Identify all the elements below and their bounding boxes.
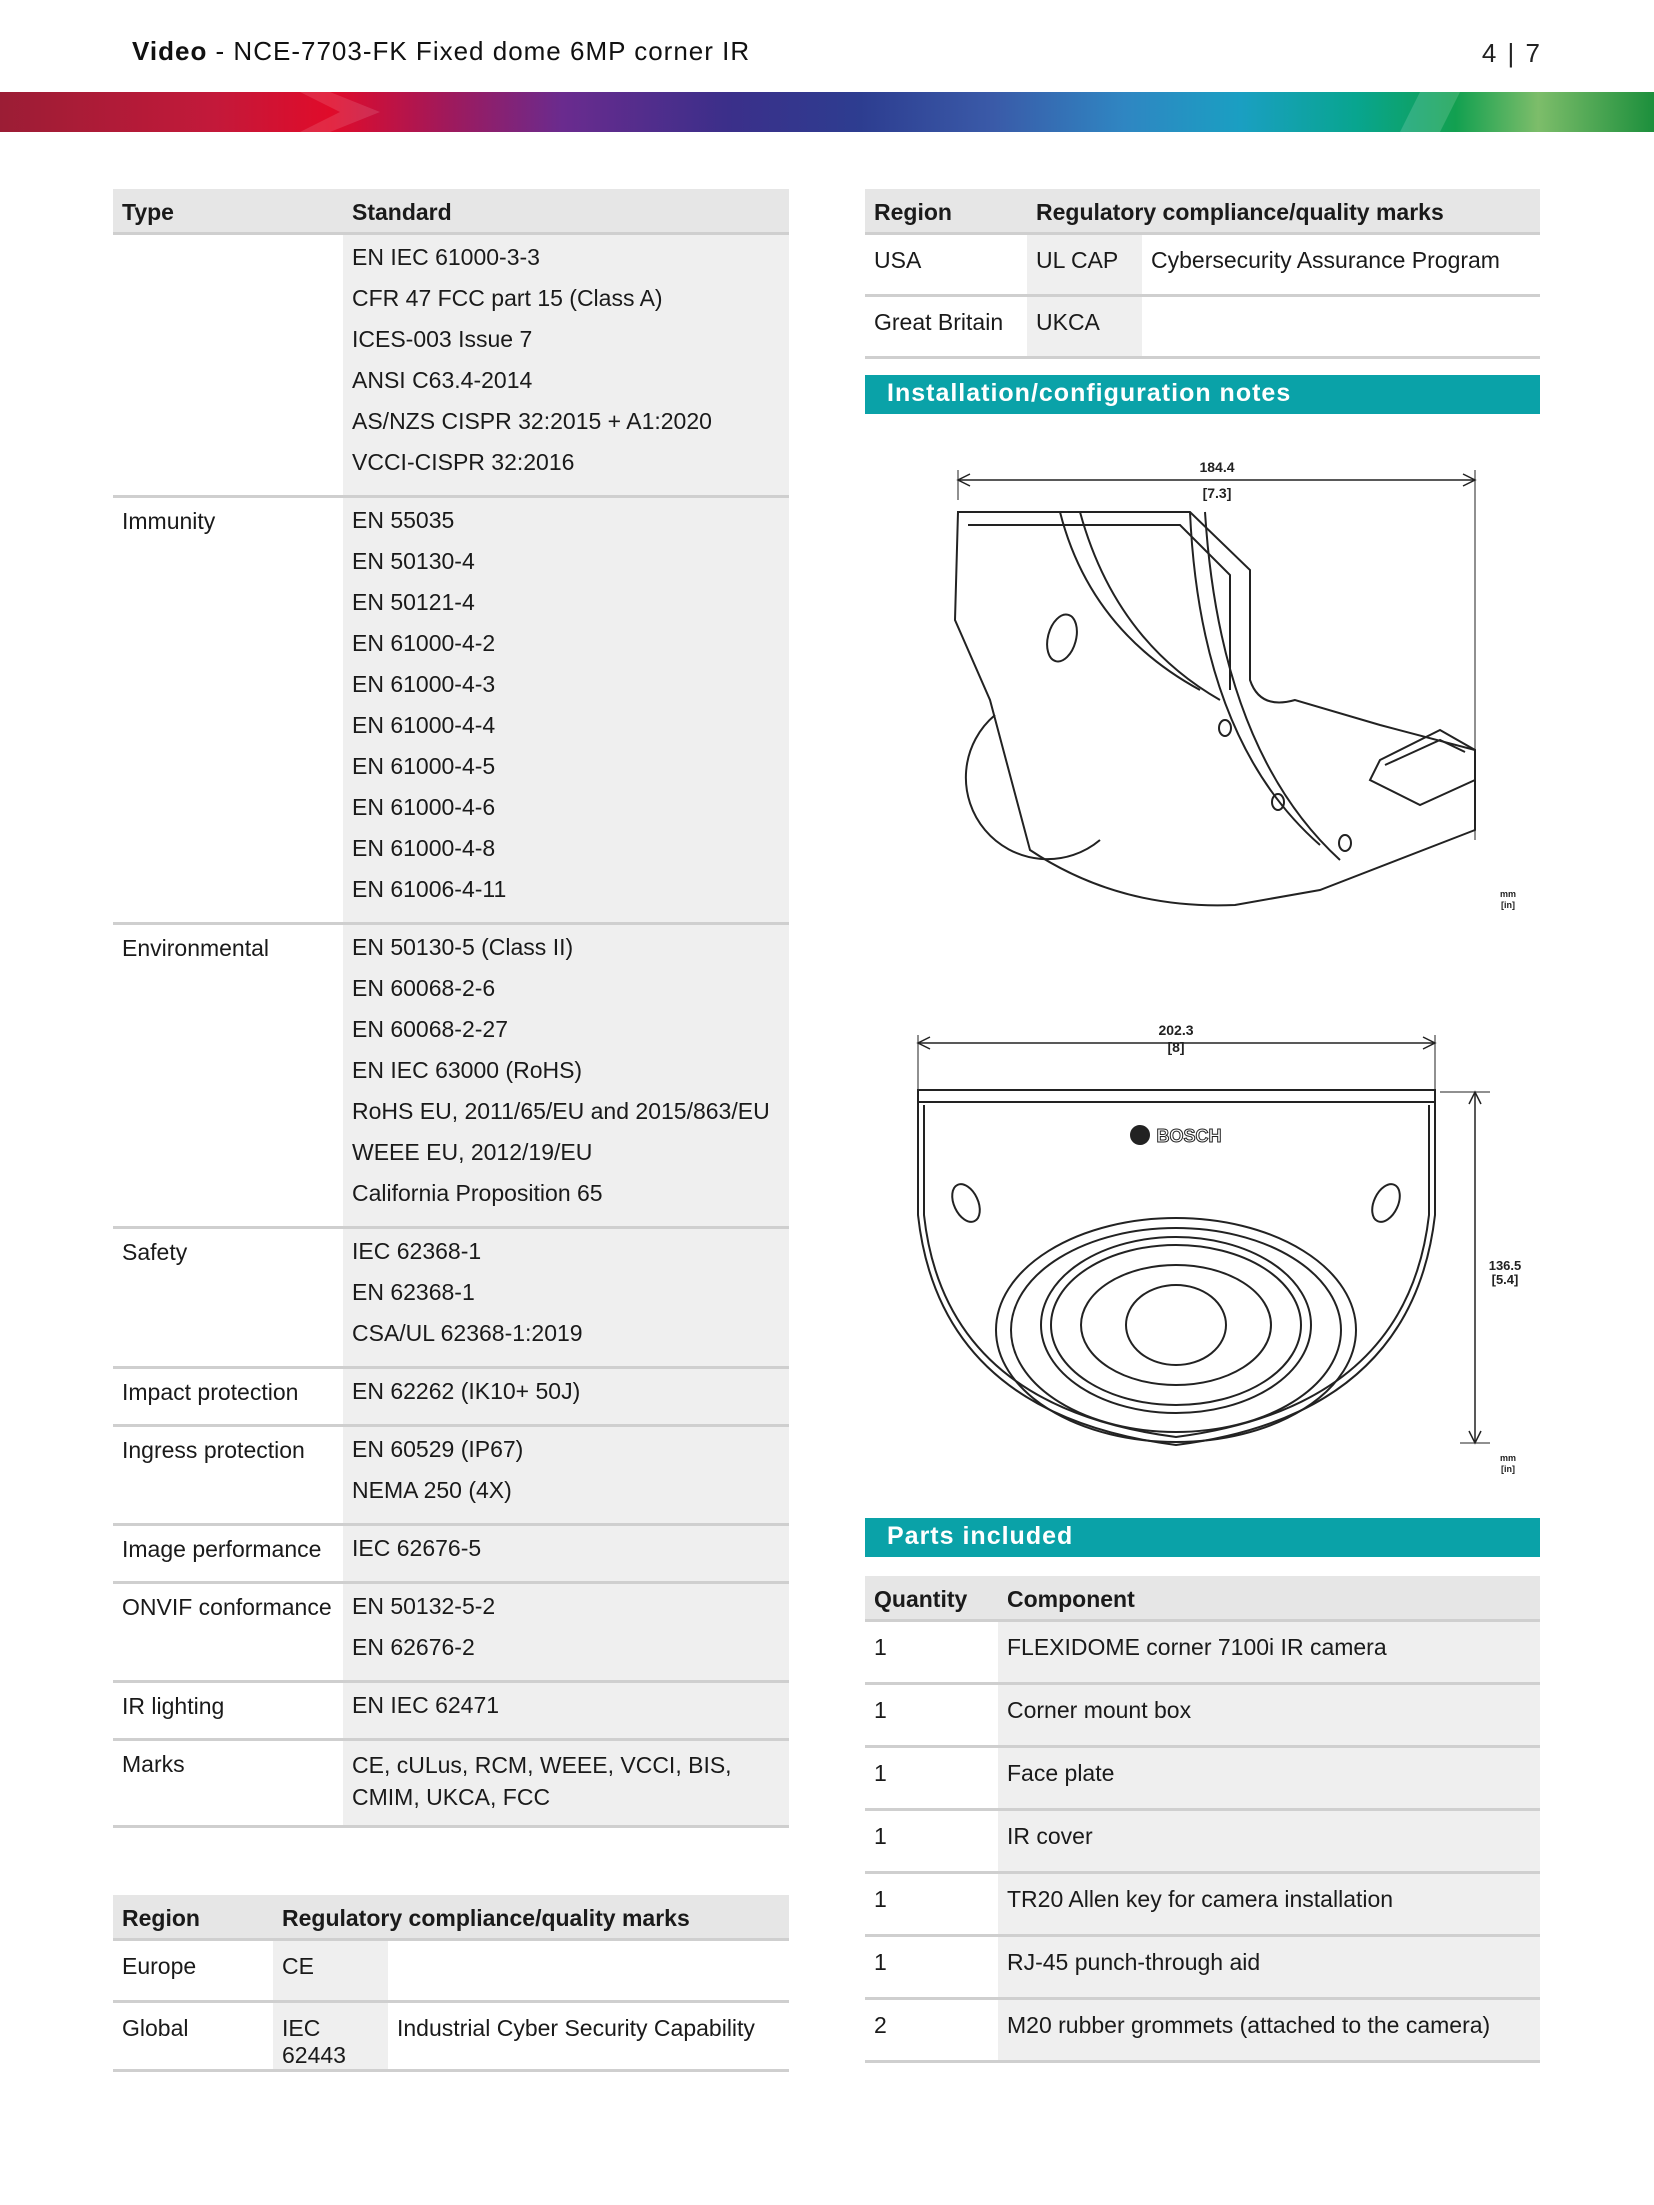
table-row bbox=[113, 1681, 789, 1739]
mark-cell: UKCA bbox=[1027, 295, 1142, 357]
component-cell: Corner mount box bbox=[998, 1683, 1540, 1746]
region-cell: USA bbox=[865, 233, 1027, 295]
standard-value: IEC 62368-1 bbox=[352, 1237, 482, 1264]
front-unit-in: [in] bbox=[1501, 1464, 1515, 1474]
column-header-quantity: Quantity bbox=[865, 1576, 998, 1620]
standard-value: EN 55035 bbox=[352, 506, 455, 533]
standard-value: EN IEC 62471 bbox=[352, 1691, 500, 1718]
document-title: Video - NCE-7703-FK Fixed dome 6MP corner IR bbox=[132, 36, 751, 66]
component-cell: IR cover bbox=[998, 1809, 1540, 1872]
table-header-row bbox=[113, 189, 789, 233]
table-header-row bbox=[865, 189, 1540, 233]
standard-value: EN IEC 63000 (RoHS) bbox=[352, 1056, 583, 1083]
standard-cell bbox=[343, 1425, 789, 1524]
column-header-component: Component bbox=[998, 1576, 1540, 1620]
component-cell: RJ-45 punch-through aid bbox=[998, 1935, 1540, 1998]
standard-value: EN 61000-4-2 bbox=[352, 629, 496, 656]
column-header-region: Region bbox=[113, 1895, 273, 1939]
quantity-cell: 1 bbox=[865, 1620, 998, 1683]
standard-value: EN 50121-4 bbox=[352, 588, 475, 615]
type-cell: ONVIF conformance bbox=[113, 1582, 343, 1681]
front-width-in: [8] bbox=[1167, 1039, 1185, 1055]
type-cell: IR lighting bbox=[113, 1681, 343, 1739]
type-cell: Impact protection bbox=[113, 1367, 343, 1425]
standard-value: EN 61000-4-8 bbox=[352, 834, 496, 861]
table-row bbox=[113, 2001, 789, 2070]
side-view-drawing bbox=[900, 450, 1540, 925]
standard-value: EN 62676-2 bbox=[352, 1633, 475, 1660]
side-unit-mm: mm bbox=[1499, 889, 1517, 899]
standard-value: CSA/UL 62368-1:2019 bbox=[352, 1319, 583, 1346]
type-cell: Environmental bbox=[113, 923, 343, 1227]
region-cell: Europe bbox=[113, 1939, 273, 2001]
table-row bbox=[113, 1367, 789, 1425]
standard-value: EN 50130-4 bbox=[352, 547, 475, 574]
column-header-type: Type bbox=[113, 189, 343, 233]
quantity-cell: 2 bbox=[865, 1998, 998, 2061]
side-unit-in: [in] bbox=[1501, 900, 1515, 910]
component-cell: FLEXIDOME corner 7100i IR camera bbox=[998, 1620, 1540, 1683]
parts-heading: Parts included bbox=[865, 1518, 1540, 1557]
column-header-standard: Standard bbox=[343, 189, 789, 233]
region-cell: Great Britain bbox=[865, 295, 1027, 357]
table-row bbox=[865, 1935, 1540, 1998]
standard-cell bbox=[343, 1582, 789, 1681]
front-height-mm: 136.5 bbox=[1488, 1258, 1522, 1273]
standard-value: EN 61000-4-5 bbox=[352, 752, 496, 779]
mark-description-cell: Industrial Cyber Security Capability bbox=[388, 2001, 789, 2070]
table-row bbox=[113, 1939, 789, 2001]
front-unit-mm: mm bbox=[1499, 1453, 1517, 1463]
mark-cell: IEC 62443 bbox=[273, 2001, 388, 2070]
column-header-marks: Regulatory compliance/quality marks bbox=[273, 1895, 789, 1939]
table-header-row bbox=[865, 1576, 1540, 1620]
standard-value: California Proposition 65 bbox=[352, 1179, 603, 1206]
table-row bbox=[865, 1809, 1540, 1872]
column-header-marks: Regulatory compliance/quality marks bbox=[1027, 189, 1540, 233]
mark-description-cell: Cybersecurity Assurance Program bbox=[1142, 233, 1540, 295]
table-row bbox=[865, 1746, 1540, 1809]
standard-cell bbox=[343, 1681, 789, 1739]
region-table-left bbox=[113, 1895, 789, 2072]
quantity-cell: 1 bbox=[865, 1809, 998, 1872]
standard-value: ICES-003 Issue 7 bbox=[352, 325, 533, 352]
column-header-region: Region bbox=[865, 189, 1027, 233]
front-view-drawing bbox=[900, 1015, 1540, 1490]
standard-value: IEC 62676-5 bbox=[352, 1534, 482, 1561]
table-row bbox=[865, 1683, 1540, 1746]
type-cell: Image performance bbox=[113, 1524, 343, 1582]
standard-cell bbox=[343, 496, 789, 923]
component-cell: Face plate bbox=[998, 1746, 1540, 1809]
front-height-in: [5.4] bbox=[1491, 1272, 1519, 1287]
region-cell: Global bbox=[113, 2001, 273, 2070]
parts-table bbox=[865, 1576, 1540, 2063]
table-row bbox=[113, 1739, 789, 1826]
page-header bbox=[0, 0, 1654, 92]
page-number: 4 | 7 bbox=[1481, 38, 1542, 68]
standard-value: EN 61000-4-3 bbox=[352, 670, 496, 697]
quantity-cell: 1 bbox=[865, 1935, 998, 1998]
standard-cell bbox=[343, 1227, 789, 1367]
standard-value: CFR 47 FCC part 15 (Class A) bbox=[352, 284, 663, 311]
standard-value: EN IEC 61000-3-3 bbox=[352, 243, 540, 270]
table-row bbox=[113, 1582, 789, 1681]
type-cell: Marks bbox=[113, 1739, 343, 1826]
front-width-mm: 202.3 bbox=[1158, 1022, 1194, 1038]
table-row bbox=[865, 295, 1540, 357]
standard-value: WEEE EU, 2012/19/EU bbox=[352, 1138, 593, 1165]
quantity-cell: 1 bbox=[865, 1746, 998, 1809]
table-row bbox=[113, 1425, 789, 1524]
standard-value: EN 62368-1 bbox=[352, 1278, 475, 1305]
standard-value: NEMA 250 (4X) bbox=[352, 1476, 512, 1503]
standard-cell bbox=[343, 1524, 789, 1582]
mark-cell: CE bbox=[273, 1939, 388, 2001]
standard-value: EN 50132-5-2 bbox=[352, 1592, 496, 1619]
standard-cell bbox=[343, 233, 789, 496]
standard-value: EN 60068-2-27 bbox=[352, 1015, 508, 1042]
table-header-row bbox=[113, 1895, 789, 1939]
brand-logo: BOSCH bbox=[1156, 1126, 1222, 1146]
mark-description-cell bbox=[388, 1939, 789, 2001]
standard-value: EN 61000-4-6 bbox=[352, 793, 496, 820]
mark-cell: UL CAP bbox=[1027, 233, 1142, 295]
side-dim-mm: 184.4 bbox=[1199, 459, 1235, 475]
standard-value: EN 62262 (IK10+ 50J) bbox=[352, 1377, 581, 1404]
type-cell: Immunity bbox=[113, 496, 343, 923]
component-cell: M20 rubber grommets (attached to the camera) bbox=[998, 1998, 1540, 2061]
region-table-right bbox=[865, 189, 1540, 359]
standard-cell bbox=[343, 923, 789, 1227]
table-row bbox=[113, 1524, 789, 1582]
type-cell bbox=[113, 233, 343, 496]
table-row bbox=[865, 233, 1540, 295]
installation-heading: Installation/configuration notes bbox=[865, 375, 1540, 414]
table-row bbox=[113, 923, 789, 1227]
standard-value: ANSI C63.4-2014 bbox=[352, 366, 533, 393]
standard-value: EN 60529 (IP67) bbox=[352, 1435, 524, 1462]
table-row bbox=[113, 496, 789, 923]
standard-value: EN 61000-4-4 bbox=[352, 711, 496, 738]
standard-cell bbox=[343, 1367, 789, 1425]
quantity-cell: 1 bbox=[865, 1683, 998, 1746]
standard-value: EN 60068-2-6 bbox=[352, 974, 496, 1001]
mark-description-cell bbox=[1142, 295, 1540, 357]
type-cell: Safety bbox=[113, 1227, 343, 1367]
quantity-cell: 1 bbox=[865, 1872, 998, 1935]
table-row bbox=[113, 233, 789, 496]
standard-value: RoHS EU, 2011/65/EU and 2015/863/EU bbox=[352, 1097, 770, 1124]
side-dim-in: [7.3] bbox=[1202, 485, 1232, 501]
component-cell: TR20 Allen key for camera installation bbox=[998, 1872, 1540, 1935]
standard-value: CE, cULus, RCM, WEEE, VCCI, BIS, CMIM, UKCA, FCC bbox=[352, 1751, 732, 1810]
standard-value: EN 61006-4-11 bbox=[352, 875, 507, 902]
table-row bbox=[113, 1227, 789, 1367]
table-row bbox=[865, 1620, 1540, 1683]
standard-value: AS/NZS CISPR 32:2015 + A1:2020 bbox=[352, 407, 712, 434]
standard-value: EN 50130-5 (Class II) bbox=[352, 933, 574, 960]
brand-color-bar bbox=[0, 92, 1654, 132]
standard-value: VCCI-CISPR 32:2016 bbox=[352, 448, 575, 475]
table-row bbox=[865, 1998, 1540, 2061]
standard-cell bbox=[343, 1739, 789, 1826]
type-cell: Ingress protection bbox=[113, 1425, 343, 1524]
table-row bbox=[865, 1872, 1540, 1935]
standards-table bbox=[113, 189, 789, 1828]
